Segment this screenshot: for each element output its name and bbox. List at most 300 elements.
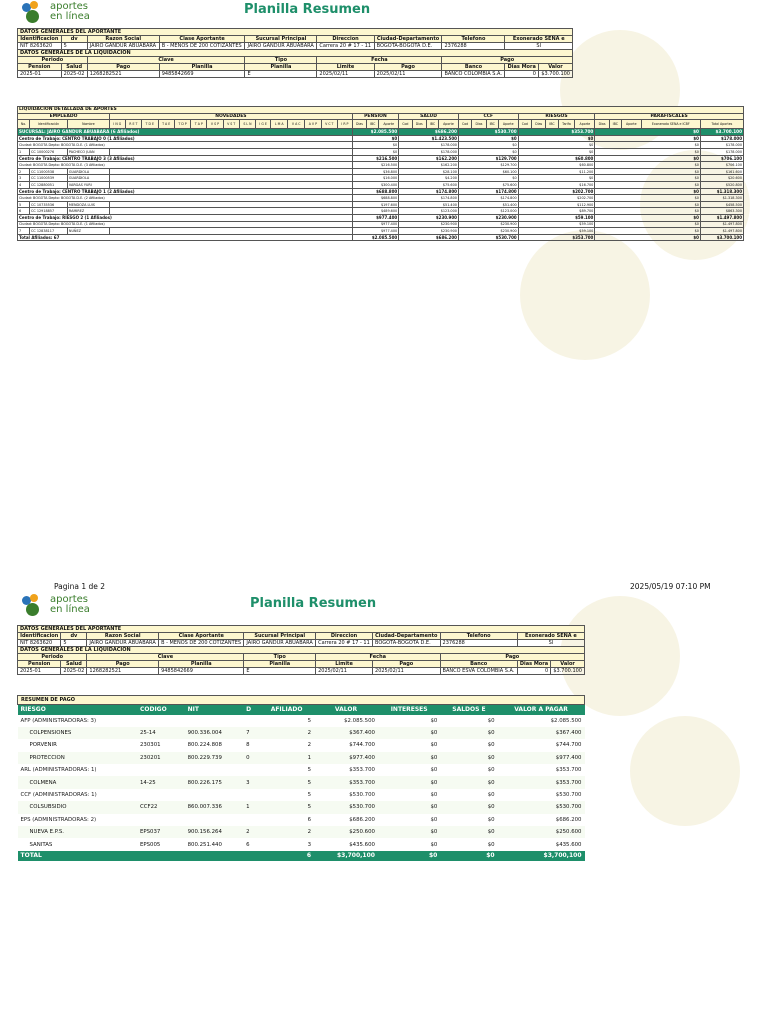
liquidacion-section-title: DATOS GENERALES DE LA LIQUIDACION: [18, 647, 585, 654]
total-aportes: $1.497.800: [700, 214, 743, 221]
salud-aporte: $162.200: [399, 155, 459, 162]
resumen-total-row: [18, 851, 585, 861]
resumen-cell-valor: $435.600: [349, 841, 375, 848]
liquidacion-label: Pension: [18, 661, 61, 668]
detail-row-tot: [18, 234, 744, 241]
total-aportes: $161.600: [700, 168, 743, 175]
detail-row-emp: [18, 168, 744, 175]
resumen-section-row: [18, 696, 585, 705]
resumen-cell-int: $0: [378, 727, 440, 739]
ccf-aporte: $230.900: [458, 221, 518, 228]
parafiscales-aporte: $0: [595, 135, 701, 142]
row-label: Total Afiliados: 67: [18, 234, 353, 241]
pension-aporte: $0: [352, 148, 398, 155]
resumen-cell-sal: $0: [487, 742, 495, 749]
liquidacion-value: 2025-01: [18, 71, 62, 78]
group-label: Periodo: [18, 654, 87, 661]
header-label: Ciudad-Departamento: [374, 36, 442, 43]
detail-column-header: V S P: [207, 120, 223, 129]
pension-aporte: $688.800: [352, 195, 398, 202]
resumen-cell-valor: $367.400: [314, 727, 378, 739]
pension-aporte: $216.500: [352, 162, 398, 169]
liquidacion-values-row: [18, 71, 573, 78]
detail-column-header: Dias: [412, 120, 426, 129]
resumen-cell-riesgo: COLSUBSIDIO: [18, 801, 137, 813]
detail-column-header: Aporte: [621, 120, 641, 129]
resumen-cell-afil: 5: [307, 717, 312, 724]
header-values-row: [18, 640, 585, 647]
riesgos-aporte: $0: [518, 142, 595, 149]
pension-aporte: $489.600: [352, 208, 398, 215]
resumen-cell-afil: 5: [307, 792, 312, 799]
resumen-cell-nit: 800.229.739: [185, 752, 244, 764]
resumen-cell-sal: $0: [440, 727, 497, 739]
detail-column-header: Cod: [518, 120, 531, 129]
parafiscales-aporte: $0: [595, 221, 701, 228]
liquidacion-value: 2025/02/11: [374, 71, 442, 78]
header-labels-row: [18, 633, 585, 640]
detail-group-header: PARAFISCALES: [595, 113, 744, 120]
ccf-aporte: $60.100: [458, 168, 518, 175]
resumen-cell-riesgo: PORVENIR: [29, 742, 57, 749]
parafiscales-aporte: $0: [595, 148, 701, 155]
total-aportes: $1.497.800: [700, 228, 743, 235]
liquidacion-label: Valor: [538, 64, 572, 71]
detail-row-ct: [18, 135, 744, 142]
salud-aporte: $178.000: [399, 142, 459, 149]
header-value: 5: [61, 43, 87, 50]
detail-column-header: I R P: [338, 120, 353, 129]
pension-aporte: $2.085.500: [352, 129, 398, 136]
pension-aporte: $216.500: [352, 155, 398, 162]
resumen-cell-pagar: $367.400: [498, 727, 585, 739]
detail-column-header: IBC: [609, 120, 621, 129]
salud-aporte: $178.000: [399, 148, 459, 155]
resumen-row-item: [18, 826, 585, 838]
resumen-section-title: RESUMEN DE PAGO: [18, 696, 585, 705]
detail-section-title: LIQUIDACION DETALLADA DE APORTES: [18, 107, 744, 114]
header-label: Telefono: [442, 36, 505, 43]
resumen-cell-afil: 5: [259, 776, 314, 788]
pension-aporte: $977.400: [352, 214, 398, 221]
detail-column-header: V S T: [223, 120, 239, 129]
resumen-cell-afil: 1: [259, 752, 314, 764]
logo-line1: aportes: [50, 1, 88, 12]
ccf-aporte: $530.700: [458, 129, 518, 136]
detail-row-city: [18, 195, 744, 202]
total-aportes: $706.100: [700, 162, 743, 169]
group-labels-row: [18, 57, 573, 64]
detail-column-header: No.: [18, 120, 30, 129]
riesgos-aporte: $89.700: [518, 208, 595, 215]
resumen-cell-sal: $0: [440, 826, 497, 838]
liquidacion-label: Pago: [87, 661, 159, 668]
resumen-cell-riesgo: NUEVA E.P.S.: [18, 826, 137, 838]
parafiscales-aporte: $0: [595, 188, 701, 195]
riesgos-aporte: $353.700: [518, 129, 595, 136]
parafiscales-aporte: $0: [595, 234, 701, 241]
employee-id: CC 11000538: [30, 168, 68, 175]
header-value: SI: [517, 640, 584, 647]
salud-aporte: $174.800: [399, 188, 459, 195]
detail-column-header: IBC: [486, 120, 498, 129]
liquidacion-label: Banco: [440, 661, 517, 668]
header-label: dv: [61, 633, 87, 640]
liquidacion-value: 9485842669: [159, 668, 244, 675]
resumen-cell-int: $0: [430, 792, 438, 799]
detail-row-ct: [18, 155, 744, 162]
resumen-row-group: [18, 814, 585, 826]
liquidacion-label: Limite: [317, 64, 374, 71]
parafiscales-aporte: $0: [595, 181, 701, 188]
liquidacion-labels-row: [18, 64, 573, 71]
salud-aporte: $28.100: [399, 168, 459, 175]
riesgos-aporte: $59.100: [518, 221, 595, 228]
header-value: B - MENOS DE 200 COTIZANTES: [159, 43, 245, 50]
employee-number: 3: [18, 175, 30, 182]
riesgos-aporte: $0: [518, 135, 595, 142]
resumen-row-group: [18, 764, 585, 776]
pension-aporte: $977.400: [352, 221, 398, 228]
detail-column-header: V C T: [321, 120, 338, 129]
print-date: 2025/05/19 07:10 PM: [630, 582, 711, 591]
resumen-cell-sal: $0: [487, 767, 495, 774]
resumen-cell-d: [243, 715, 259, 727]
resumen-cell-valor: $977.400: [314, 752, 378, 764]
ccf-aporte: $129.700: [458, 155, 518, 162]
riesgos-aporte: $202.700: [518, 195, 595, 202]
resumen-cell-nit: [185, 764, 244, 776]
pension-aporte: $16.000: [352, 175, 398, 182]
resumen-header: SALDOS E: [440, 705, 497, 715]
employee-name: GUARDIOLA: [67, 175, 109, 182]
resumen-cell-codigo: [137, 814, 185, 826]
detail-groups-row: [18, 113, 744, 120]
detail-column-header: Dias: [595, 120, 609, 129]
ccf-aporte: $129.700: [458, 162, 518, 169]
header-label: Sucursal Principal: [245, 36, 317, 43]
header-section-title: DATOS GENERALES DEL APORTANTE: [18, 29, 573, 36]
employee-id: CC 10000276: [30, 148, 68, 155]
detail-column-header: T A P: [191, 120, 207, 129]
liquidacion-value: 9485842669: [159, 71, 245, 78]
resumen-cell-riesgo: PROTECCION: [18, 752, 137, 764]
employee-name: GUARDIOLA: [67, 168, 109, 175]
header-value: B - MENOS DE 200 COTIZANTES: [159, 640, 244, 647]
detail-row-suc: [18, 129, 744, 136]
ccf-aporte: $0: [458, 148, 518, 155]
resumen-row-item: [18, 727, 585, 739]
detail-column-header: T A E: [158, 120, 174, 129]
resumen-row-group: [18, 715, 585, 727]
liquidacion-label: Pago: [87, 64, 159, 71]
riesgos-aporte: $60.800: [518, 162, 595, 169]
resumen-cell-pagar: $353.700: [555, 767, 582, 774]
total-aportes: $1.318.300: [700, 188, 743, 195]
employee-name: RAMIREZ: [67, 208, 109, 215]
resumen-cell-sal: $0: [487, 792, 495, 799]
detail-row-ct: [18, 214, 744, 221]
header-value: Carrera 20 # 17 - 11: [316, 640, 373, 647]
salud-aporte: $230.900: [399, 228, 459, 235]
header-label: Direccion: [317, 36, 374, 43]
resumen-cell-int: $0: [430, 841, 438, 848]
ccf-aporte: $75.600: [458, 181, 518, 188]
total-aportes: $1.318.300: [700, 195, 743, 202]
detail-column-header: Tarifa: [558, 120, 575, 129]
resumen-cell-nit: 800.224.808: [187, 742, 222, 749]
detail-group-header: CCF: [458, 113, 518, 120]
logo-dots-icon: [20, 1, 46, 23]
resumen-row-item: [18, 838, 585, 850]
header-value: JAIRO GANDUR ABUABARA: [245, 43, 317, 50]
parafiscales-aporte: $0: [595, 214, 701, 221]
salud-aporte: $230.900: [399, 214, 459, 221]
logo-line2: en línea: [50, 11, 90, 22]
page-number: Pagina 1 de 2: [54, 582, 106, 591]
resumen-total-sal: $0: [440, 851, 497, 861]
resumen-cell-nit: 900.336.004: [185, 727, 244, 739]
resumen-cell-sal: $0: [487, 717, 495, 724]
resumen-cell-d: 1: [243, 801, 259, 813]
liquidacion-label: Planilla: [245, 64, 317, 71]
resumen-cell-int: $0: [430, 717, 438, 724]
resumen-cell-int: $0: [430, 816, 438, 823]
pension-aporte: $36.800: [352, 168, 398, 175]
salud-aporte: $162.200: [399, 162, 459, 169]
resumen-total-afil: 6: [259, 851, 314, 861]
detail-column-header: Aporte: [498, 120, 518, 129]
detail-group-header: PENSION: [352, 113, 398, 120]
parafiscales-aporte: $0: [595, 129, 701, 136]
resumen-cell-codigo: 14-25: [137, 776, 185, 788]
header-label: Telefono: [440, 633, 517, 640]
liquidacion-section-title: DATOS GENERALES DE LA LIQUIDACION: [18, 50, 573, 57]
total-aportes: $458.500: [700, 201, 743, 208]
row-label: Ciudad: BOGOTA Depto: BOGOTA D.E. (1 Afiliados): [18, 142, 353, 149]
liquidacion-value: $3.700.100: [538, 71, 572, 78]
detail-column-header: T D E: [141, 120, 158, 129]
detail-column-header: I G E: [256, 120, 271, 129]
resumen-total-gap: [137, 851, 259, 861]
resumen-header: VALOR A PAGAR: [498, 705, 585, 715]
novedades-cells: [109, 201, 352, 208]
resumen-cell-int: $0: [378, 801, 440, 813]
header-value: JAIRO GANDUR ABUABARA: [87, 640, 159, 647]
liquidacion-value: 2025/02/11: [316, 668, 373, 675]
novedades-cells: [109, 181, 352, 188]
resumen-cell-nit: 860.007.336: [185, 801, 244, 813]
detail-column-header: Aporte: [379, 120, 399, 129]
detail-row-emp: [18, 201, 744, 208]
aportes-logo-2: [20, 594, 90, 616]
liquidacion-values-row: [18, 668, 585, 675]
parafiscales-aporte: $0: [595, 195, 701, 202]
page-title: Planilla Resumen: [244, 2, 371, 17]
ccf-aporte: $51.400: [458, 201, 518, 208]
liquidacion-value: 2025-02: [61, 71, 87, 78]
liquidacion-value: 2025/02/11: [373, 668, 441, 675]
liquidacion-label: Salud: [61, 661, 87, 668]
detail-row-ct: [18, 188, 744, 195]
header-label: Razon Social: [87, 36, 159, 43]
ccf-aporte: $230.900: [458, 214, 518, 221]
detail-columns-row: [18, 120, 744, 129]
group-label: Pago: [442, 57, 573, 64]
header-label: Clase Aportante: [159, 633, 244, 640]
pension-aporte: $688.800: [352, 188, 398, 195]
resumen-cell-codigo: EPS037: [137, 826, 185, 838]
riesgos-aporte: $60.800: [518, 155, 595, 162]
parafiscales-aporte: $0: [595, 208, 701, 215]
total-aportes: $1.497.800: [700, 221, 743, 228]
resumen-cell-riesgo: AFP (ADMINISTRADORAS: 3): [20, 717, 97, 724]
riesgos-aporte: $59.100: [518, 214, 595, 221]
resumen-cell-valor: $353.700: [349, 767, 375, 774]
resumen-cell-int: $0: [378, 826, 440, 838]
detail-column-header: V A C: [288, 120, 305, 129]
resumen-cell-pagar: $530.700: [498, 801, 585, 813]
liquidacion-value: 2025-01: [18, 668, 61, 675]
resumen-cell-pagar: $744.700: [555, 742, 582, 749]
resumen-cell-riesgo: SANITAS: [29, 841, 53, 848]
header-section-row: [18, 29, 573, 36]
page-2: [0, 576, 768, 1024]
resumen-header: AFILIADO: [259, 705, 314, 715]
header-value: 5: [61, 640, 87, 647]
employee-name: VARGAS YURI: [67, 181, 109, 188]
detail-row-emp: [18, 181, 744, 188]
parafiscales-aporte: $0: [595, 168, 701, 175]
liquidacion-label: Banco: [442, 64, 505, 71]
liquidacion-value: $3.700.100: [551, 668, 585, 675]
header-table-2: [17, 625, 585, 675]
row-label: Centro de Trabajo: CENTRO TRABAJO 3 (3 Afiliados): [18, 155, 353, 162]
liquidacion-section-row: [18, 50, 573, 57]
resumen-total-label: TOTAL: [18, 851, 137, 861]
aportes-logo: [20, 1, 90, 23]
detail-row-emp: [18, 208, 744, 215]
novedades-cells: [109, 175, 352, 182]
resumen-header: INTERESES: [378, 705, 440, 715]
group-label: Pago: [440, 654, 584, 661]
liquidacion-value: 0: [517, 668, 550, 675]
liquidacion-label: Pago: [374, 64, 442, 71]
row-label: Centro de Trabajo: RIESGO 2 (1 Afiliados): [18, 214, 353, 221]
resumen-cell-codigo: [137, 715, 185, 727]
detail-column-header: Total Aportes: [700, 120, 743, 129]
resumen-table: [17, 695, 585, 861]
employee-number: 5: [18, 201, 30, 208]
row-label: Ciudad: BOGOTA Depto: BOGOTA D.E. (2 Afiliados): [18, 195, 353, 202]
total-aportes: $20.600: [700, 175, 743, 182]
novedades-cells: [109, 228, 352, 235]
resumen-cell-nit: 800.226.175: [185, 776, 244, 788]
header-label: Clase Aportante: [159, 36, 245, 43]
detail-column-header: S L N: [239, 120, 255, 129]
header-label: Identificacion: [18, 633, 61, 640]
detail-column-header: R E T: [125, 120, 141, 129]
header-label: Sucursal Principal: [244, 633, 316, 640]
resumen-cell-pagar: $250.600: [498, 826, 585, 838]
detail-column-header: Dias: [472, 120, 486, 129]
employee-number: 2: [18, 168, 30, 175]
liquidacion-label: Pago: [373, 661, 441, 668]
detail-column-header: Aporte: [439, 120, 459, 129]
group-labels-row: [18, 654, 585, 661]
resumen-cell-riesgo: ARL (ADMINISTRADORAS: 1): [20, 767, 97, 774]
detail-row-emp: [18, 175, 744, 182]
detail-column-header: Exonerado SENA e ICBF: [641, 120, 700, 129]
resumen-cell-sal: $0: [487, 816, 495, 823]
detail-column-header: IBC: [426, 120, 438, 129]
resumen-cell-riesgo: COLPENSIONES: [18, 727, 137, 739]
parafiscales-aporte: $0: [595, 142, 701, 149]
liquidacion-label: Planilla: [159, 64, 245, 71]
detail-column-header: T D P: [174, 120, 190, 129]
riesgos-aporte: $202.700: [518, 188, 595, 195]
logo-line1: aportes: [50, 594, 88, 605]
header-label: Exonerado SENA e: [517, 633, 584, 640]
header-label: Exonerado SENA e: [505, 36, 573, 43]
parafiscales-aporte: $0: [595, 201, 701, 208]
employee-name: PACHECO JUAN: [67, 148, 109, 155]
row-label: Ciudad: BOGOTA Depto: BOGOTA D.E. (1 Afiliados): [18, 221, 353, 228]
resumen-total-pagar: $3,700,100: [498, 851, 585, 861]
row-label: Ciudad: BOGOTA Depto: BOGOTA D.E. (3 Afiliados): [18, 162, 353, 169]
header-value: 2376288: [442, 43, 505, 50]
resumen-cell-codigo: EPS005: [139, 841, 161, 848]
salud-aporte: $75.600: [399, 181, 459, 188]
total-aportes: $3.700.100: [700, 129, 743, 136]
resumen-header: RIESGO: [18, 705, 137, 715]
liquidacion-label: Dias Mora: [505, 64, 539, 71]
novedades-cells: [109, 208, 352, 215]
total-aportes: $178.000: [700, 148, 743, 155]
liquidacion-value: 0: [505, 71, 539, 78]
detail-column-header: A V P: [305, 120, 321, 129]
riesgos-aporte: $0: [518, 148, 595, 155]
header-value: NIT 8263620: [18, 640, 61, 647]
resumen-row-item: [18, 801, 585, 813]
pension-aporte: $197.600: [352, 201, 398, 208]
detail-section-row: [18, 107, 744, 114]
liquidacion-value: 2025-02: [61, 668, 87, 675]
group-label: Tipo: [245, 57, 317, 64]
resumen-cell-valor: $353.700: [314, 776, 378, 788]
resumen-cell-codigo: 230201: [137, 752, 185, 764]
resumen-row-group: [18, 789, 585, 801]
liquidacion-label: Planilla: [159, 661, 244, 668]
resumen-cell-afil: 6: [307, 816, 312, 823]
liquidacion-value: BANCO ESVA COLOMBIA S.A.: [440, 668, 517, 675]
resumen-cell-nit: 900.156.264: [185, 826, 244, 838]
total-aportes: $706.100: [700, 155, 743, 162]
header-value: NIT 8263620: [18, 43, 62, 50]
resumen-header: D: [243, 705, 259, 715]
detail-column-header: Dias: [352, 120, 366, 129]
resumen-cell-valor: $686.200: [349, 816, 375, 823]
riesgos-aporte: $0: [518, 175, 595, 182]
liquidacion-value: 2025/02/11: [317, 71, 374, 78]
detail-group-header: RIESGOS: [518, 113, 595, 120]
resumen-cell-d: 7: [243, 727, 259, 739]
salud-aporte: $51.400: [399, 201, 459, 208]
resumen-cell-pagar: $530.700: [555, 792, 582, 799]
resumen-total-int: $0: [378, 851, 440, 861]
logo-dots-icon: [20, 594, 46, 616]
resumen-cell-sal: $0: [487, 841, 495, 848]
